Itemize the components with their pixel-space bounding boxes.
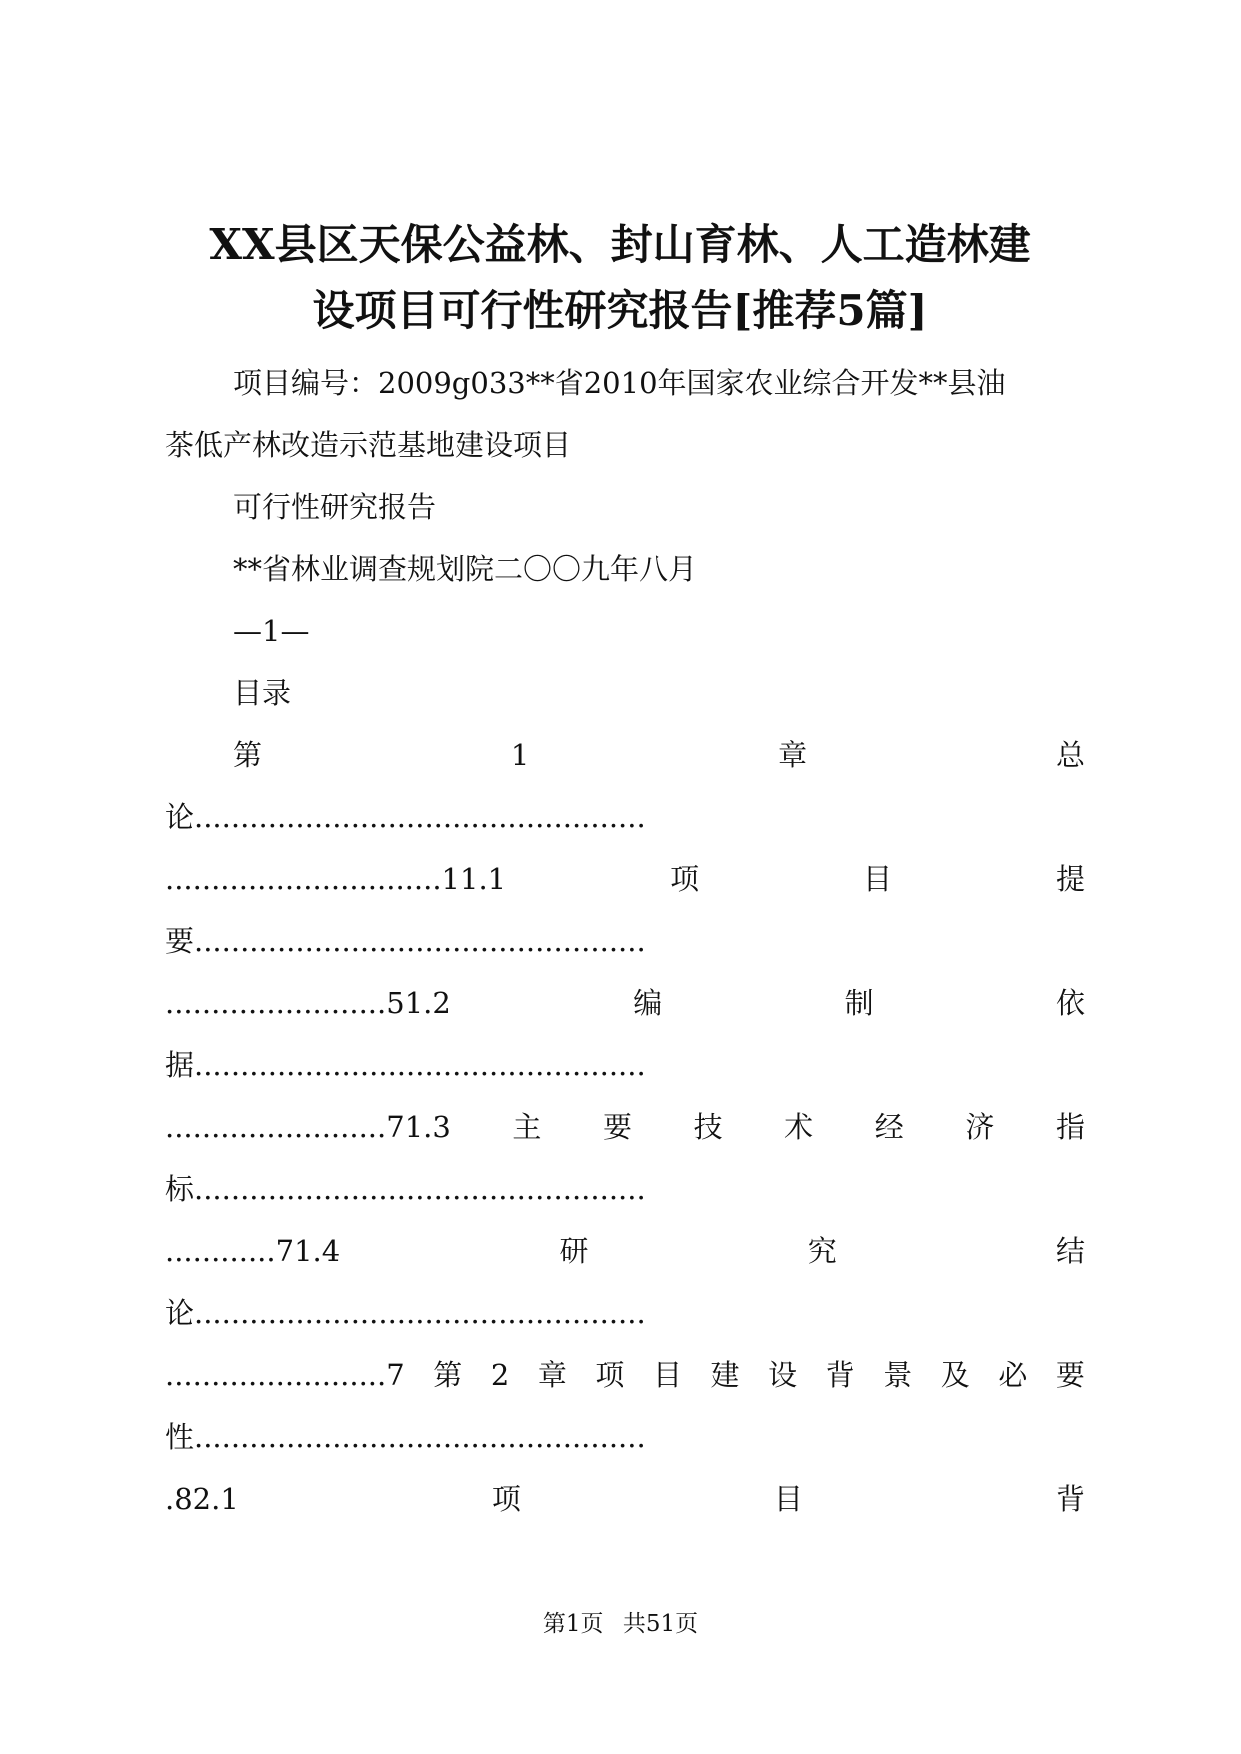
toc-token: 背 — [825, 1358, 855, 1392]
toc-token: ........................7 — [165, 1358, 405, 1392]
toc-token: ............71.4 — [165, 1234, 341, 1268]
toc-token: .82.1 — [165, 1482, 239, 1516]
toc-token: 目 — [652, 1358, 682, 1392]
toc-token: 总 — [1055, 738, 1085, 772]
toc-token: 背 — [1055, 1482, 1085, 1516]
title-line-2: 设项目可行性研究报告[推荐5篇] — [312, 286, 928, 335]
toc-token: 及 — [940, 1358, 970, 1392]
toc-line — [165, 848, 1085, 910]
toc-token: 依 — [1055, 986, 1085, 1020]
document-body — [165, 352, 1085, 1530]
toc-token: 第 — [433, 1358, 463, 1392]
toc-token: 济 — [965, 1110, 995, 1144]
toc-token: ........................71.3 — [165, 1110, 451, 1144]
toc-leader-line: 论................................................. — [165, 1296, 646, 1330]
toc-token: 设 — [768, 1358, 798, 1392]
project-name-continuation: 茶低产林改造示范基地建设项目 — [165, 428, 572, 462]
toc-token: 技 — [693, 1110, 723, 1144]
page-footer — [0, 1605, 1241, 1638]
toc-line — [165, 972, 1085, 1034]
title-line-1: XX县区天保公益林、封山育林、人工造林建 — [209, 220, 1031, 269]
toc-leader-line: 标................................................. — [165, 1172, 646, 1206]
toc-line — [165, 724, 1085, 786]
toc-token: 第 — [233, 738, 263, 772]
report-type: 可行性研究报告 — [233, 490, 437, 524]
toc-token: 指 — [1055, 1110, 1085, 1144]
toc-token: 主 — [512, 1110, 542, 1144]
toc-leader-line: 要................................................. — [165, 924, 646, 958]
toc-token: 建 — [710, 1358, 740, 1392]
project-number-line: 项目编号：2009g033**省2010年国家农业综合开发**县油 — [233, 366, 1006, 400]
toc-token: ..............................11.1 — [165, 862, 507, 896]
toc-token: 项 — [491, 1482, 521, 1516]
toc-token: 景 — [883, 1358, 913, 1392]
footer-page-number: 第1页 — [542, 1611, 604, 1637]
toc-token: 项 — [595, 1358, 625, 1392]
toc-leader-line: 据................................................. — [165, 1048, 646, 1082]
toc-token: 编 — [633, 986, 663, 1020]
toc-leader-line: 论................................................. — [165, 800, 646, 834]
toc-token: ........................51.2 — [165, 986, 451, 1020]
toc-token: 必 — [998, 1358, 1028, 1392]
toc-heading: 目录 — [233, 676, 292, 710]
toc-token: 经 — [874, 1110, 904, 1144]
toc-token: 目 — [773, 1482, 803, 1516]
toc-leader-line: 性................................................. — [165, 1420, 646, 1454]
page-marker: —1— — [233, 614, 310, 648]
toc-token: 要 — [602, 1110, 632, 1144]
footer-total-pages: 共51页 — [622, 1611, 699, 1637]
document-title — [150, 212, 1090, 344]
toc-token: 项 — [670, 862, 700, 896]
toc-line — [165, 1096, 1085, 1158]
toc-token: 1 — [510, 738, 530, 772]
toc-token: 目 — [863, 862, 893, 896]
toc-line — [165, 1468, 1085, 1530]
toc-token: 要 — [1055, 1358, 1085, 1392]
toc-token: 提 — [1055, 862, 1085, 896]
toc-token: 章 — [778, 738, 808, 772]
toc-token: 章 — [537, 1358, 567, 1392]
toc-token: 制 — [844, 986, 874, 1020]
toc-line — [165, 1344, 1085, 1406]
institute-date: **省林业调查规划院二〇〇九年八月 — [233, 552, 698, 586]
toc-token: 2 — [490, 1358, 510, 1392]
toc-token: 结 — [1055, 1234, 1085, 1268]
toc-line — [165, 1220, 1085, 1282]
toc-token: 术 — [784, 1110, 814, 1144]
toc-token: 究 — [807, 1234, 837, 1268]
toc-token: 研 — [559, 1234, 589, 1268]
